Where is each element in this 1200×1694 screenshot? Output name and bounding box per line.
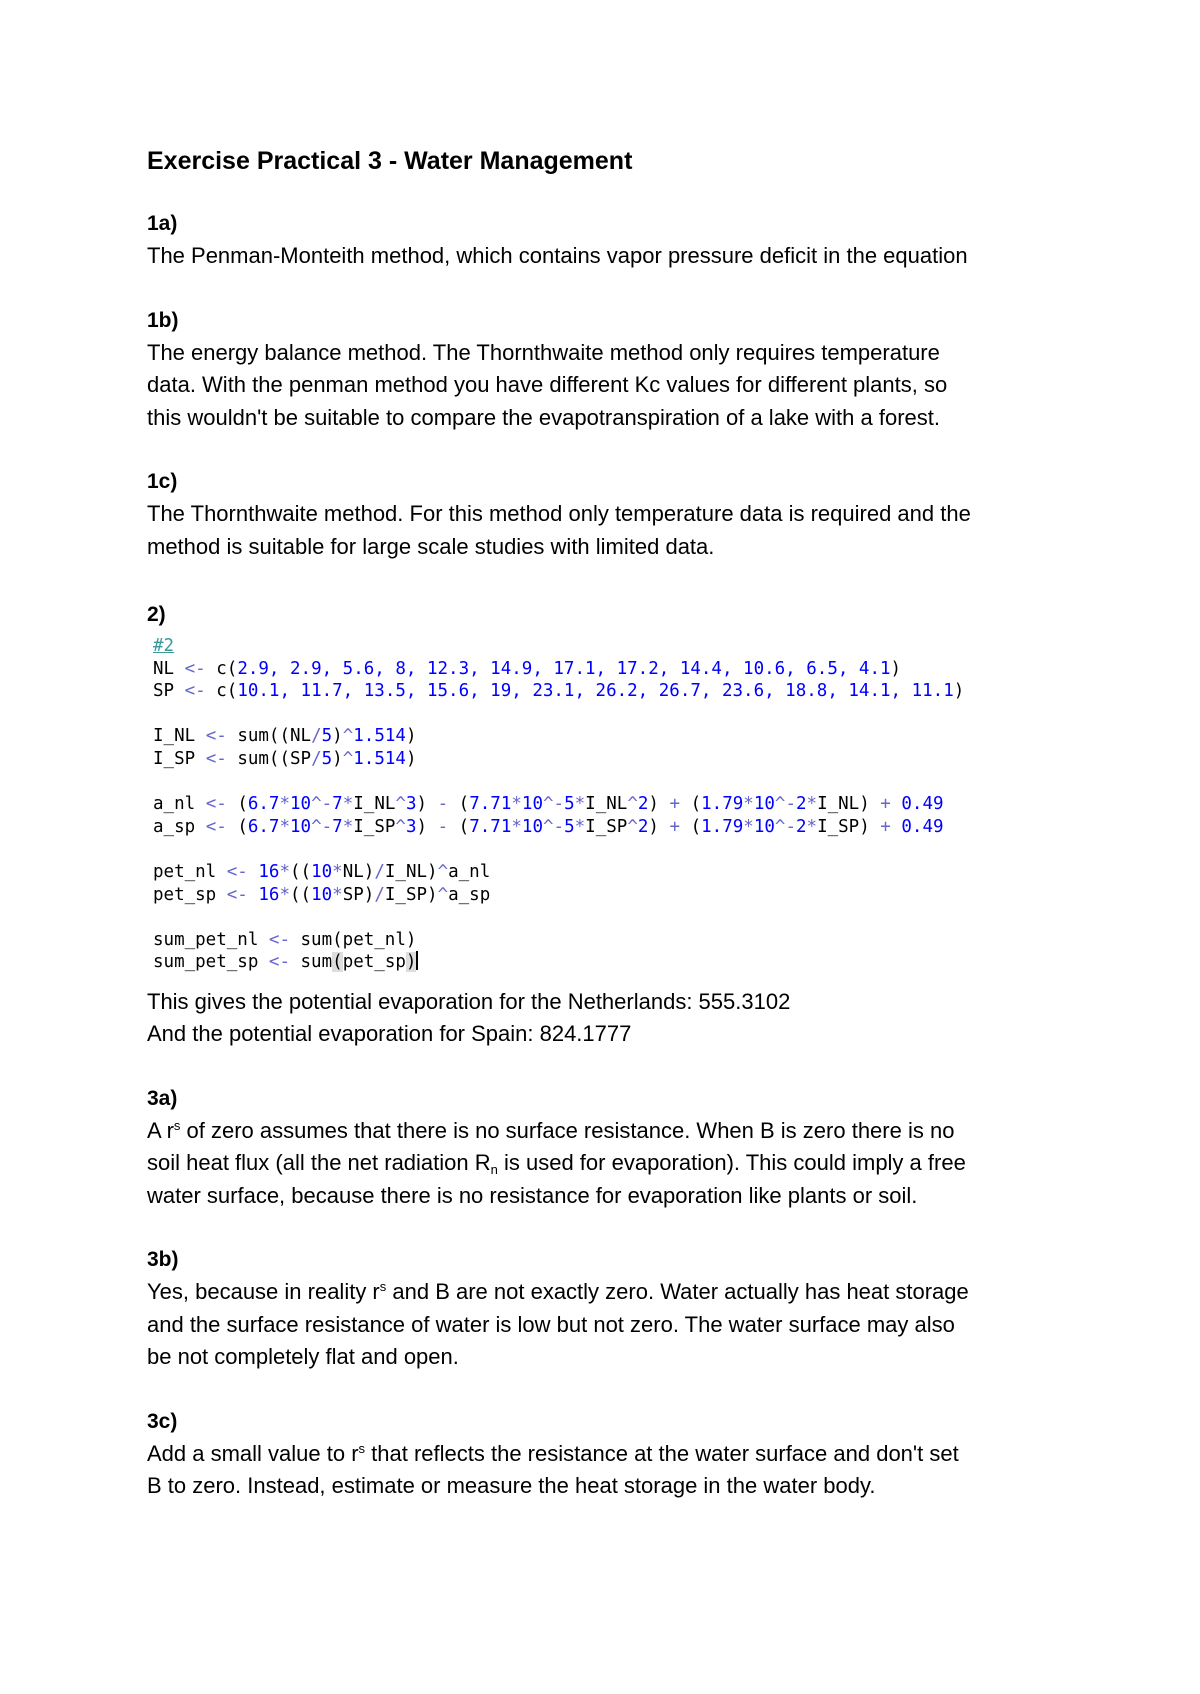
question-3b-label: 3b) xyxy=(147,1248,179,1272)
question-3c-label: 3c) xyxy=(147,1409,178,1433)
answer-3a-line-2: soil heat flux (all the net radiation $R_n$ is used for evaporation). This could imply a free xyxy=(147,1150,966,1178)
answer-1a: The Penman-Monteith method, which contains vapor pressure deficit in the equation xyxy=(147,243,968,268)
answer-3b-line-1: Yes, because in reality $r^s$ and B are not exactly zero. Water actually has heat storage xyxy=(147,1279,969,1305)
code-var-a-sp: a_sp xyxy=(153,816,196,837)
answer-1c-line: The Thornthwaite method. For this method only temperature data is required and the xyxy=(147,501,971,526)
answer-3a-line-1: A $r^s$ of zero assumes that there is no surface resistance. When B is zero there is no xyxy=(147,1117,955,1143)
question-1a-label: 1a) xyxy=(147,212,178,235)
code-sp-values: 10.1, 11.7, 13.5, 15.6, 19, 23.1, 26.2, 26.7, 23.6, 18.8, 14.1, 11.1 xyxy=(237,681,954,702)
answer-1b-line: this wouldn't be suitable to compare the evapotranspiration of a lake with a forest. xyxy=(147,404,940,430)
question-1c-label: 1c) xyxy=(147,470,178,493)
code-var-sp: SP xyxy=(153,681,175,702)
answer-3c-line-1: Add a small value to $r^s$ that reflects the resistance at the water surface and don't set xyxy=(147,1440,959,1466)
result-line: This gives the potential evaporation for the Netherlands: 555.3102 xyxy=(147,988,791,1014)
r-code-screenshot: #2 NL <- c(2.9, 2.9, 5.6, 8, 12.3, 14.9, 17.1, 17.2, 14.4, 10.6, 6.5, 4.1) SP <- c(10.1, 11.7, 13.5, 15.6, 19, 23.1, 26.2, 26.7, 23.6, 18.8, 14.1, 11.1) I_NL <- sum((NL/5)^1.514) I_SP <- sum((SP/5)^1.514) a_nl <- (6.7*10^-7*I_NL^3) - (7.71*10^-5*I_NL^2) + (1.79*10^-2*I_NL) + 0.49 a_sp <- (6.7*10^-7*I_SP^3) - (7.71*10^-5*I_SP^2) + (1.79*10^-2*I_SP) + 0.49 pet_nl <- 16*((10*NL)/I_NL)^a_nl pet_sp <- 16*((10*SP)/I_SP)^a_sp sum_pet_nl <- sum(pet_nl) sum_pet_sp <- sum(pet_sp) xyxy=(153,636,965,973)
question-2-label: 2) xyxy=(147,603,166,626)
code-nl-values: 2.9, 2.9, 5.6, 8, 12.3, 14.9, 17.1, 17.2, 14.4, 10.6, 6.5, 4.1 xyxy=(237,658,891,679)
code-comment: #2 xyxy=(153,636,175,656)
code-var-i-nl: I_NL xyxy=(153,726,196,747)
answer-1b-line: The energy balance method. The Thornthwaite method only requires temperature xyxy=(147,339,940,365)
code-var-i-sp: I_SP xyxy=(153,748,196,769)
document-content xyxy=(147,140,1067,1503)
answer-3c-line-2: B to zero. Instead, estimate or measure the heat storage in the water body. xyxy=(147,1473,876,1499)
answer-3a-line-3: water surface, because there is no resistance for evaporation like plants or soil. xyxy=(147,1182,918,1208)
code-var-pet-nl: pet_nl xyxy=(153,861,217,882)
code-var-sum-pet-sp: sum_pet_sp xyxy=(153,952,259,973)
answer-1b-line: data. With the penman method you have different Kc values for different plants, so xyxy=(147,372,948,397)
result-line: And the potential evaporation for Spain: 824.1777 xyxy=(147,1021,632,1047)
code-var-a-nl: a_nl xyxy=(153,794,196,815)
page-title: Exercise Practical 3 - Water Management xyxy=(147,147,633,175)
code-var-nl: NL xyxy=(153,658,175,679)
question-3a-label: 3a) xyxy=(147,1086,178,1110)
code-var-sum-pet-nl: sum_pet_nl xyxy=(153,929,259,950)
answer-1c-line: method is suitable for large scale studies with limited data. xyxy=(147,533,715,559)
answer-3b-line-2: and the surface resistance of water is low but not zero. The water surface may also xyxy=(147,1311,955,1337)
text-cursor xyxy=(416,951,418,970)
code-var-pet-sp: pet_sp xyxy=(153,884,217,905)
answer-3b-line-3: be not completely flat and open. xyxy=(147,1344,459,1370)
question-1b-label: 1b) xyxy=(147,308,179,332)
